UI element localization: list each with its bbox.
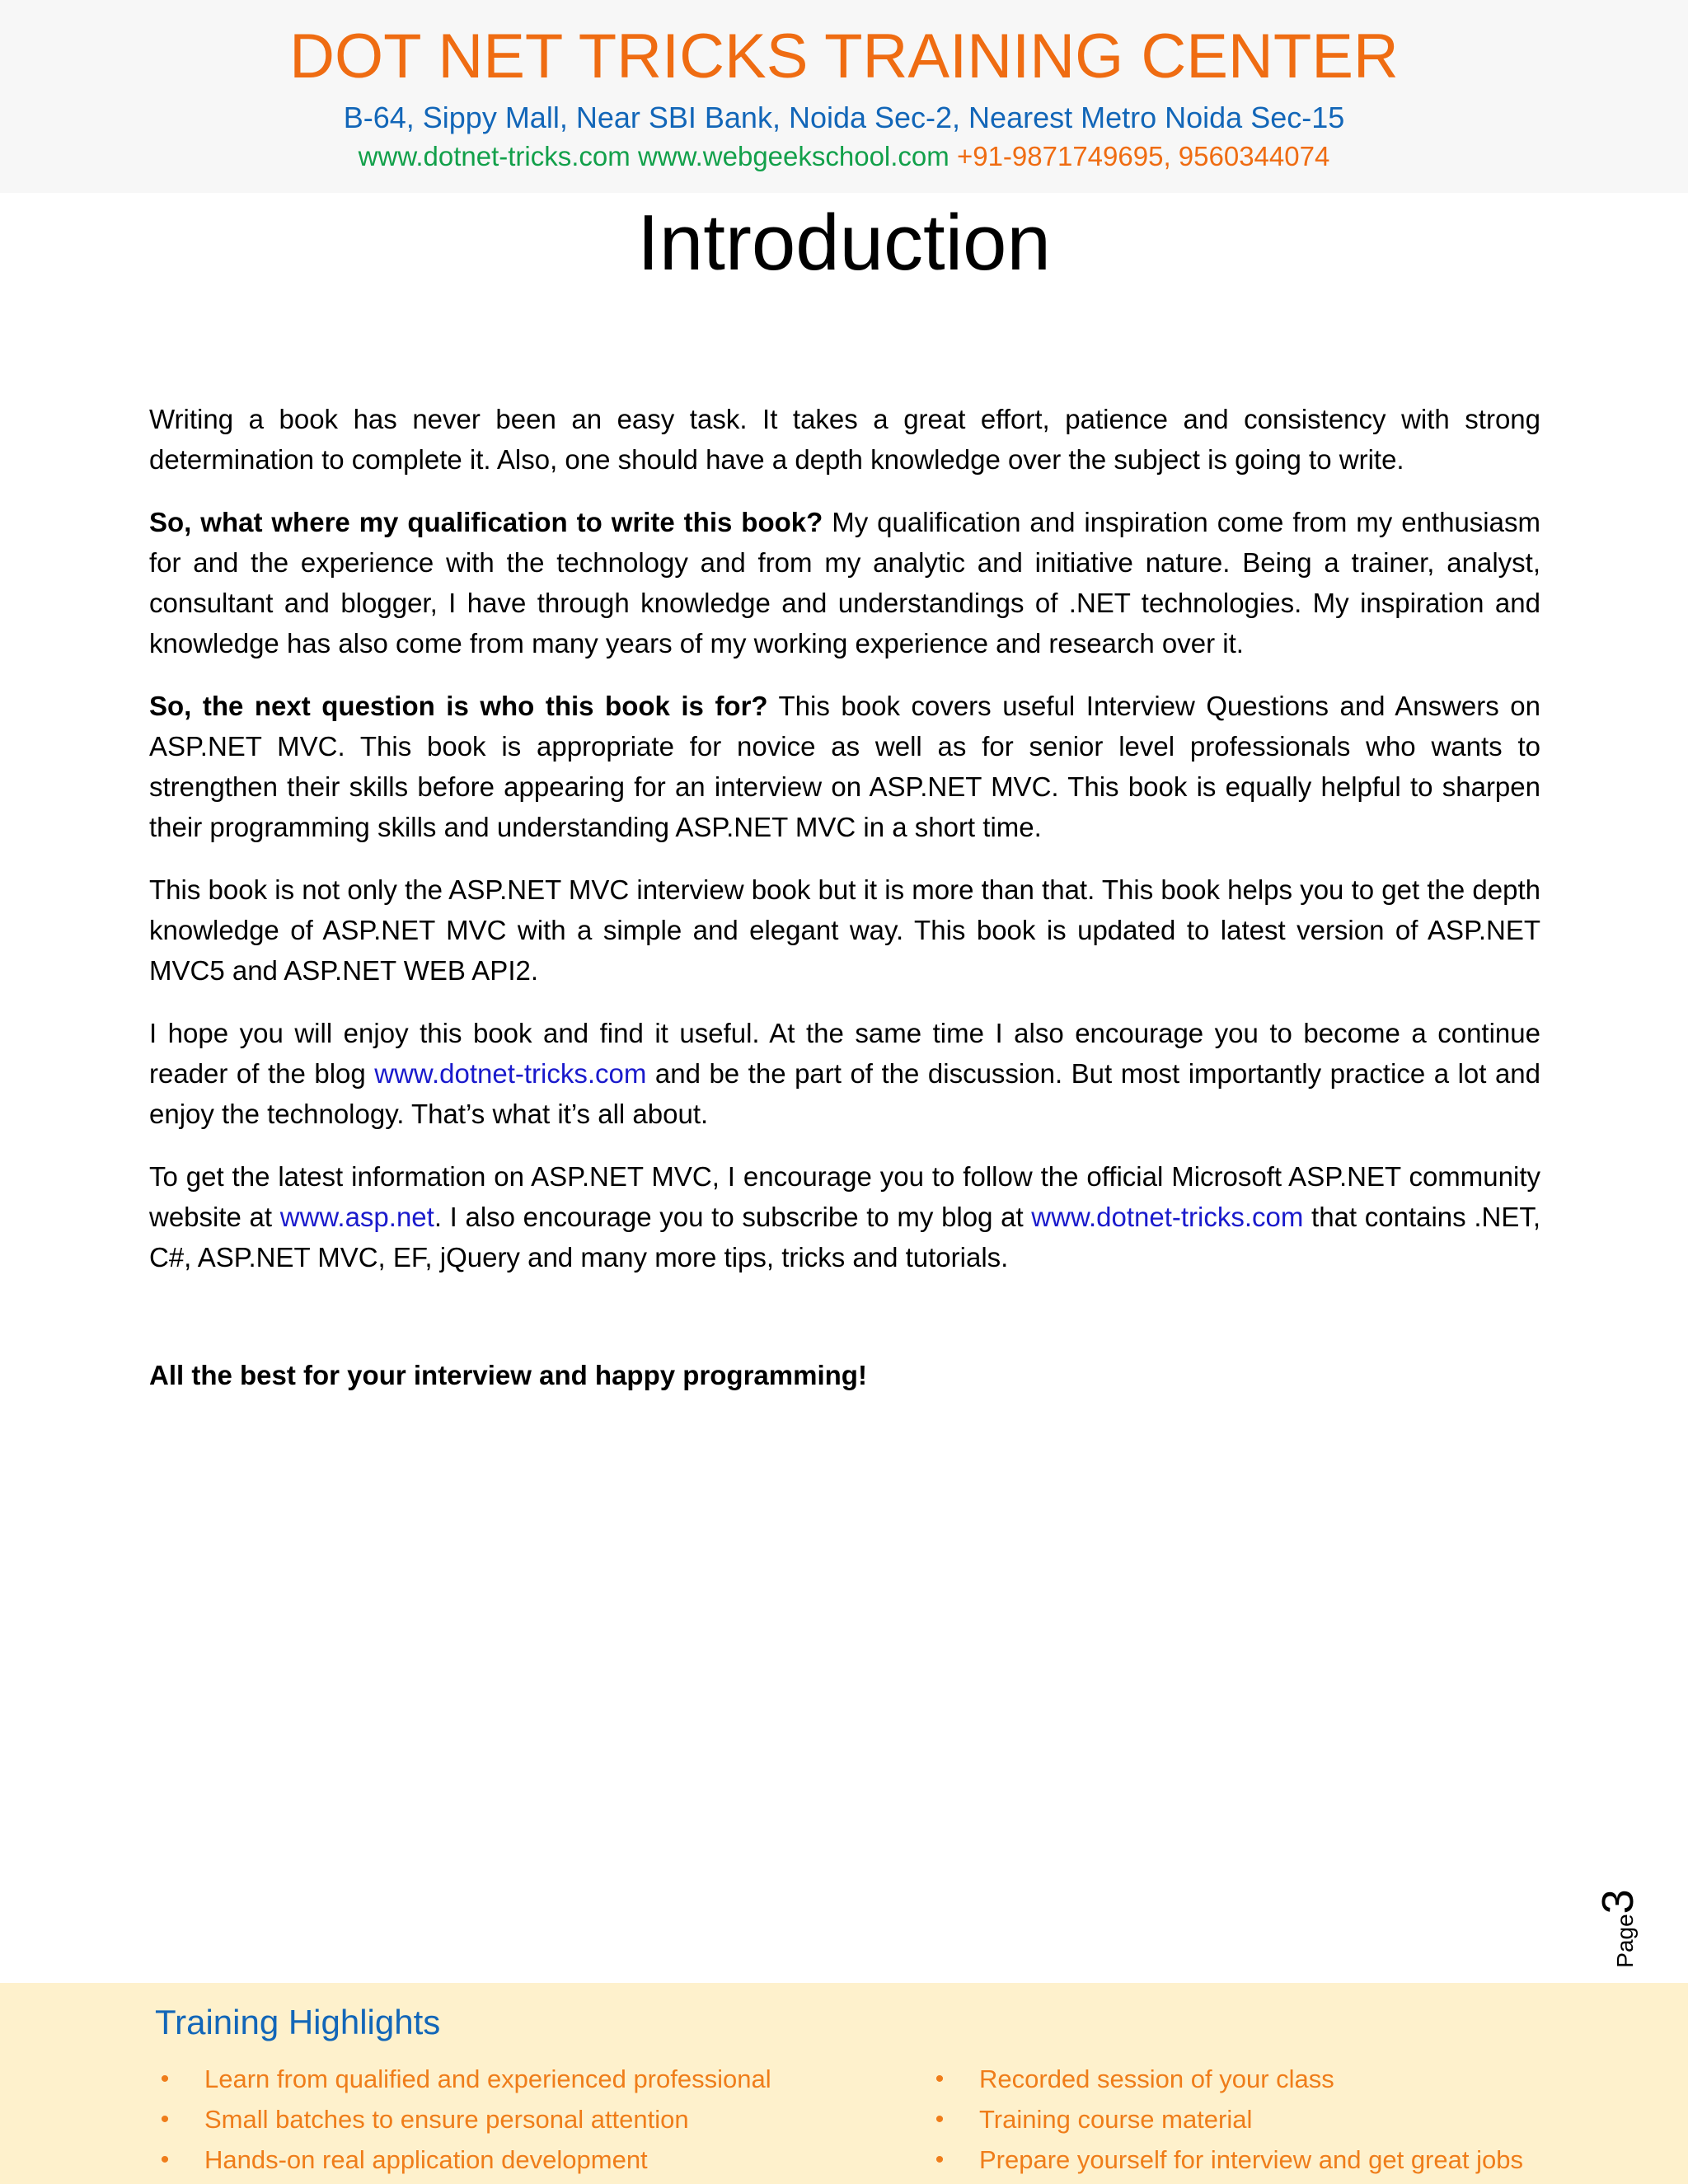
list-item-label: Learn from qualified and experienced professional bbox=[204, 2064, 771, 2093]
page-number bbox=[1573, 1887, 1655, 1978]
bullet-icon: • bbox=[160, 2146, 170, 2173]
list-item-label: Small batches to ensure personal attention bbox=[204, 2105, 689, 2134]
header-website-webgeekschool[interactable]: www.webgeekschool.com bbox=[637, 141, 950, 171]
highlights-left-list bbox=[157, 2059, 771, 2180]
list-item-label: Hands-on real application development bbox=[204, 2145, 648, 2174]
paragraph-5-text-a: I hope you will enjoy this book and find it useful. At the same time I also encourage you to become a continue reader of the blog bbox=[149, 1018, 1540, 1089]
bullet-icon: • bbox=[935, 2106, 945, 2133]
paragraph-4-text: This book is not only the ASP.NET MVC interview book but it is more than that. This book helps you to get the depth knowledge of ASP.NET MVC with a simple and elegant way. This book is updated to latest version of ASP.NET MVC5 and ASP.NET WEB API2. bbox=[149, 874, 1540, 986]
paragraph-1-text: Writing a book has never been an easy task. It takes a great effort, patience and consistency with strong determination to complete it. Also, one should have a depth knowledge over the subject is going to write. bbox=[149, 404, 1540, 475]
footer-title: Training Highlights bbox=[155, 2003, 441, 2041]
paragraph-6-text-b: . I also encourage you to subscribe to my blog at bbox=[434, 1202, 1032, 1232]
paragraph-5-text-b: and be the part of the discussion. But most importantly practice a lot and enjoy the technology. That’s what it’s all about. bbox=[149, 1058, 1541, 1129]
list-item bbox=[931, 2059, 1523, 2099]
bullet-icon: • bbox=[160, 2106, 170, 2133]
paragraph-3-lead: So, the next question is who this book is for? bbox=[149, 691, 768, 721]
blog-link[interactable]: www.dotnet-tricks.com bbox=[374, 1058, 647, 1089]
paragraph-3 bbox=[149, 686, 1540, 847]
header-contact bbox=[0, 138, 1688, 175]
list-item bbox=[157, 2139, 771, 2180]
closing-line: All the best for your interview and happy programming! bbox=[149, 1360, 867, 1390]
list-item bbox=[931, 2139, 1523, 2180]
blog-link-2[interactable]: www.dotnet-tricks.com bbox=[1031, 1202, 1304, 1232]
paragraph-3-text: This book covers useful Interview Questions and Answers on ASP.NET MVC. This book is appropriate for novice as well as for senior level professionals who wants to strengthen their skills before appearing for an interview on ASP.NET MVC. This book is equally helpful to sharpen their programming skills and understanding ASP.NET MVC in a short time. bbox=[149, 691, 1540, 842]
list-item-label: Training course material bbox=[979, 2105, 1253, 2134]
list-item bbox=[157, 2059, 771, 2099]
paragraph-6-text-a: To get the latest information on ASP.NET MVC, I encourage you to follow the official Microsoft ASP.NET community website at bbox=[149, 1161, 1540, 1232]
page-number-rotated bbox=[1577, 1883, 1659, 1974]
training-highlights-footer bbox=[0, 1983, 1688, 2184]
paragraph-6-text-c: that contains .NET, C#, ASP.NET MVC, EF, jQuery and many more tips, tricks and tutorials. bbox=[149, 1202, 1541, 1272]
page-number-value: 3 bbox=[1593, 1889, 1643, 1915]
page-header bbox=[0, 0, 1688, 193]
paragraph-1 bbox=[149, 399, 1540, 480]
bullet-icon: • bbox=[935, 2146, 945, 2173]
paragraph-2 bbox=[149, 502, 1540, 663]
paragraph-2-lead: So, what where my qualification to write this book? bbox=[149, 507, 823, 537]
list-item-label: Recorded session of your class bbox=[979, 2064, 1334, 2093]
highlights-right-list bbox=[931, 2059, 1523, 2180]
bullet-icon: • bbox=[160, 2065, 170, 2093]
header-title: DOT NET TRICKS TRAINING CENTER bbox=[289, 21, 1399, 91]
paragraph-2-text: My qualification and inspiration come from my enthusiasm for and the experience with the technology and from my analytic and initiative nature. Being a trainer, analyst, consultant and blogger, I have through knowledge and understandings of .NET technologies. My inspiration and knowledge has also come from many years of my working experience and research over it. bbox=[149, 507, 1540, 658]
paragraph-5 bbox=[149, 1013, 1540, 1134]
page-number-label: Page bbox=[1612, 1914, 1638, 1968]
list-item bbox=[931, 2099, 1523, 2139]
header-address: B-64, Sippy Mall, Near SBI Bank, Noida Sec-2, Nearest Metro Noida Sec-15 bbox=[343, 101, 1345, 134]
bullet-icon: • bbox=[935, 2065, 945, 2093]
header-website-dotnet-tricks[interactable]: www.dotnet-tricks.com bbox=[358, 141, 631, 171]
list-item-label: Prepare yourself for interview and get great jobs bbox=[979, 2145, 1523, 2174]
header-phone: +91-9871749695, 9560344074 bbox=[956, 141, 1330, 171]
paragraph-4 bbox=[149, 869, 1540, 991]
asp-net-link[interactable]: www.asp.net bbox=[279, 1202, 434, 1232]
paragraph-6 bbox=[149, 1156, 1540, 1277]
list-item bbox=[157, 2099, 771, 2139]
intro-body bbox=[149, 399, 1540, 1300]
page-title: Introduction bbox=[637, 199, 1051, 287]
